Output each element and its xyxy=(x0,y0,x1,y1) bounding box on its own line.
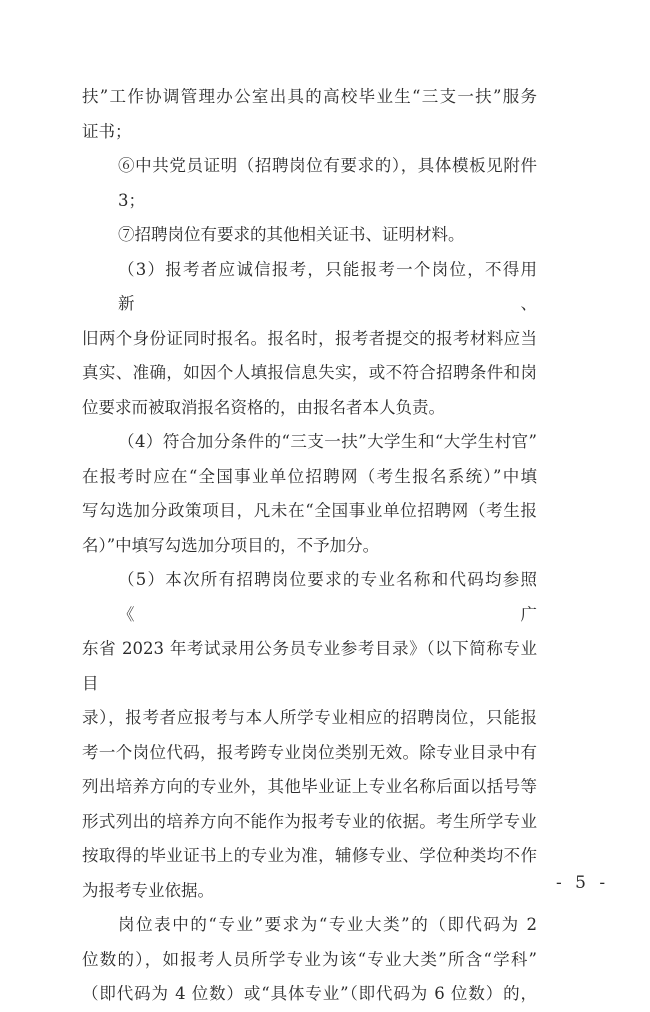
text-line: 名）”中填写勾选加分项目的，不予加分。 xyxy=(82,535,380,555)
text-line: 证书； xyxy=(82,121,132,141)
text-line: 列出培养方向的专业外，其他毕业证上专业名称后面以括号等 xyxy=(82,777,537,796)
text-line: 录），报考者应报考与本人所学专业相应的招聘岗位，只能报 xyxy=(82,708,537,727)
text-line: ⑥中共党员证明（招聘岗位有要求的），具体模板见附件 3； xyxy=(118,156,537,210)
page-number: - 5 - xyxy=(556,873,610,893)
text-line: 岗位表中的“专业”要求为“专业大类”的（即代码为 2 xyxy=(118,915,537,934)
text-line: 东省 2023 年考试录用公务员专业参考目录》（以下简称专业目 xyxy=(82,639,537,693)
text-line: （4）符合加分条件的“三支一扶”大学生和“大学生村官” xyxy=(118,432,537,451)
text-line: 考一个岗位代码，报考跨专业岗位类别无效。除专业目录中有 xyxy=(82,742,537,762)
text-line: 按取得的毕业证书上的专业为准，辅修专业、学位种类均不作 xyxy=(82,846,537,865)
text-line: ⑦招聘岗位有要求的其他相关证书、证明材料。 xyxy=(118,225,465,244)
text-line: 旧两个身份证同时报名。报名时，报考者提交的报考材料应当 xyxy=(82,328,537,348)
text-line: 真实、准确，如因个人填报信息失实，或不符合招聘条件和岗 xyxy=(82,363,537,382)
text-line: （即代码为 4 位数）或“具体专业”（即代码为 6 位数）的， xyxy=(82,984,537,1003)
text-line: （5）本次所有招聘岗位要求的专业名称和代码均参照《广 xyxy=(118,570,537,624)
text-line: （3）报考者应诚信报考，只能报考一个岗位，不得用新、 xyxy=(118,259,537,313)
text-line: 位要求而被取消报名资格的，由报名者本人负责。 xyxy=(82,397,445,417)
text-line: 位数的），如报考人员所学专业为该“专业大类”所含“学科” xyxy=(82,949,537,969)
text-line: 写勾选加分政策项目，凡未在“全国事业单位招聘网（考生报 xyxy=(82,501,537,520)
text-line: 扶”工作协调管理办公室出具的高校毕业生“三支一扶”服务 xyxy=(82,87,537,106)
text-line: 形式列出的培养方向不能作为报考专业的依据。考生所学专业 xyxy=(82,811,537,831)
document-body xyxy=(82,80,537,1012)
text-line: 为报考专业依据。 xyxy=(82,880,214,900)
text-line: 在报考时应在“全国事业单位招聘网（考生报名系统）”中填 xyxy=(82,466,537,486)
